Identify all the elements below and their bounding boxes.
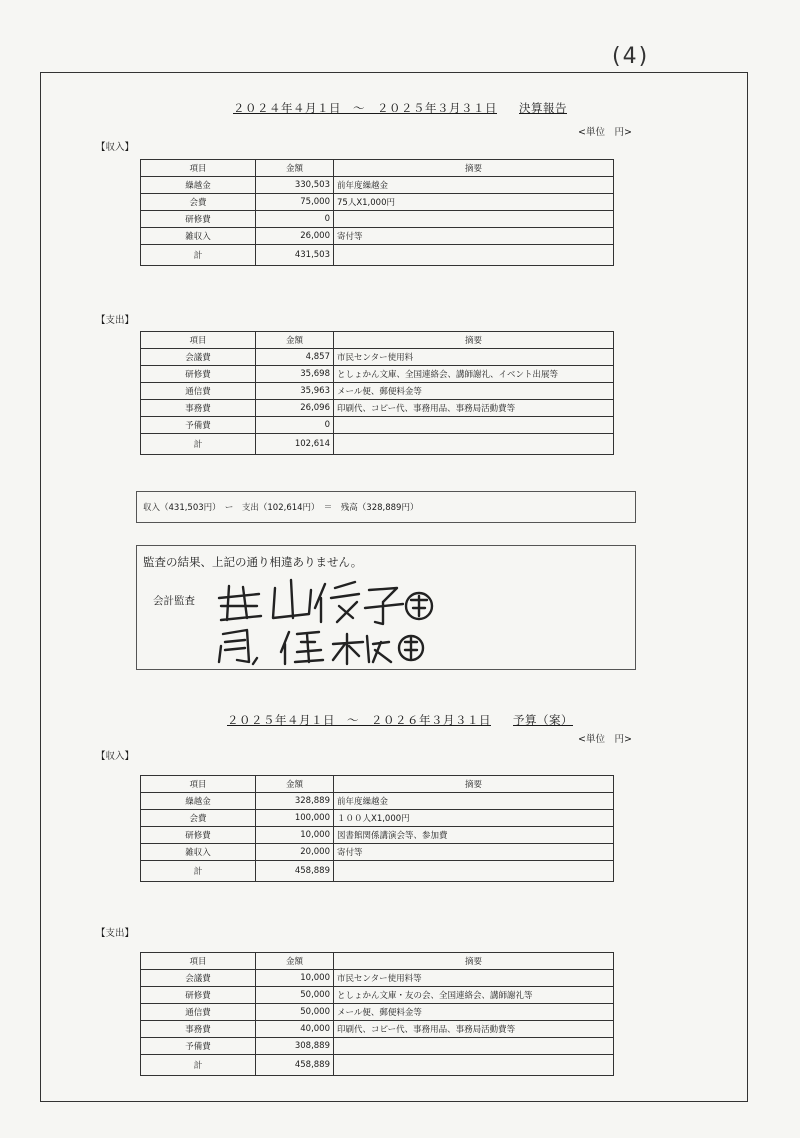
row-amount: 75,000 bbox=[256, 194, 334, 211]
row-item: 繰越金 bbox=[141, 177, 256, 194]
row-note: 75人X1,000円 bbox=[334, 194, 614, 211]
row-item: 計 bbox=[141, 861, 256, 882]
row-item: 研修費 bbox=[141, 366, 256, 383]
row-amount: 431,503 bbox=[256, 245, 334, 266]
row-item: 通信費 bbox=[141, 1004, 256, 1021]
page-frame bbox=[40, 72, 748, 1102]
header-item: 項目 bbox=[141, 953, 256, 970]
row-item: 繰越金 bbox=[141, 793, 256, 810]
row-note: 寄付等 bbox=[334, 844, 614, 861]
row-amount: 0 bbox=[256, 211, 334, 228]
row-amount: 328,889 bbox=[256, 793, 334, 810]
header-amount: 金額 bbox=[256, 953, 334, 970]
row-note: 寄付等 bbox=[334, 228, 614, 245]
row-amount: 308,889 bbox=[256, 1038, 334, 1055]
row-amount: 4,857 bbox=[256, 349, 334, 366]
report-income-label: 【収入】 bbox=[96, 142, 135, 153]
row-item: 雑収入 bbox=[141, 844, 256, 861]
row-item: 研修費 bbox=[141, 827, 256, 844]
row-item: 研修費 bbox=[141, 211, 256, 228]
header-amount: 金額 bbox=[256, 160, 334, 177]
header-amount: 金額 bbox=[256, 332, 334, 349]
row-amount: 458,889 bbox=[256, 861, 334, 882]
row-item: 計 bbox=[141, 1055, 256, 1076]
row-amount: 20,000 bbox=[256, 844, 334, 861]
row-item: 事務費 bbox=[141, 1021, 256, 1038]
header-item: 項目 bbox=[141, 776, 256, 793]
row-amount: 40,000 bbox=[256, 1021, 334, 1038]
row-item: 計 bbox=[141, 434, 256, 455]
header-item: 項目 bbox=[141, 332, 256, 349]
row-amount: 35,963 bbox=[256, 383, 334, 400]
row-note: 印刷代、コピー代、事務用品、事務局活動費等 bbox=[334, 400, 614, 417]
row-amount: 100,000 bbox=[256, 810, 334, 827]
row-note: 印刷代、コピー代、事務用品、事務局活動費等 bbox=[334, 1021, 614, 1038]
report-expense-label: 【支出】 bbox=[96, 315, 135, 326]
row-item: 会議費 bbox=[141, 349, 256, 366]
audit-role-label: 会計監査 bbox=[153, 595, 195, 607]
budget-title-period: ２０２５年４月１日 ～ ２０２６年３月３１日 bbox=[227, 713, 491, 727]
row-item: 雑収入 bbox=[141, 228, 256, 245]
header-note: 摘要 bbox=[334, 953, 614, 970]
report-unit: <単位 円> bbox=[578, 127, 632, 138]
row-amount: 26,096 bbox=[256, 400, 334, 417]
header-note: 摘要 bbox=[334, 776, 614, 793]
row-amount: 35,698 bbox=[256, 366, 334, 383]
row-amount: 50,000 bbox=[256, 1004, 334, 1021]
report-title-period: ２０２４年４月１日 ～ ２０２５年３月３１日 bbox=[233, 101, 497, 115]
row-amount: 0 bbox=[256, 417, 334, 434]
row-amount: 26,000 bbox=[256, 228, 334, 245]
row-note: 市民センター使用料等 bbox=[334, 970, 614, 987]
row-note: １００人X1,000円 bbox=[334, 810, 614, 827]
row-note: 前年度繰越金 bbox=[334, 793, 614, 810]
row-note: としょかん文庫・友の会、全国連絡会、講師謝礼等 bbox=[334, 987, 614, 1004]
row-note: メール便、郵便料金等 bbox=[334, 1004, 614, 1021]
row-amount: 50,000 bbox=[256, 987, 334, 1004]
report-title-tag: 決算報告 bbox=[519, 101, 567, 115]
header-item: 項目 bbox=[141, 160, 256, 177]
row-amount: 10,000 bbox=[256, 970, 334, 987]
row-item: 会費 bbox=[141, 810, 256, 827]
row-amount: 330,503 bbox=[256, 177, 334, 194]
row-item: 会議費 bbox=[141, 970, 256, 987]
row-item: 計 bbox=[141, 245, 256, 266]
budget-expense-label: 【支出】 bbox=[96, 928, 135, 939]
budget-income-label: 【収入】 bbox=[96, 751, 135, 762]
row-note: 前年度繰越金 bbox=[334, 177, 614, 194]
row-note: 市民センター使用料 bbox=[334, 349, 614, 366]
row-amount: 10,000 bbox=[256, 827, 334, 844]
page-number: (4) bbox=[612, 44, 650, 69]
row-item: 通信費 bbox=[141, 383, 256, 400]
row-note: としょかん文庫、全国連絡会、講師謝礼、イベント出展等 bbox=[334, 366, 614, 383]
budget-unit: <単位 円> bbox=[578, 734, 632, 745]
row-note: 図書館関係講演会等、参加費 bbox=[334, 827, 614, 844]
balance-summary: 収入（431,503円） ー 支出（102,614円） ＝ 残高（328,889円） bbox=[136, 491, 636, 523]
header-amount: 金額 bbox=[256, 776, 334, 793]
header-note: 摘要 bbox=[334, 160, 614, 177]
header-note: 摘要 bbox=[334, 332, 614, 349]
row-item: 予備費 bbox=[141, 1038, 256, 1055]
budget-title-tag: 予算（案） bbox=[513, 713, 573, 727]
row-item: 予備費 bbox=[141, 417, 256, 434]
row-item: 研修費 bbox=[141, 987, 256, 1004]
row-item: 会費 bbox=[141, 194, 256, 211]
row-note: メール便、郵便料金等 bbox=[334, 383, 614, 400]
row-item: 事務費 bbox=[141, 400, 256, 417]
row-amount: 458,889 bbox=[256, 1055, 334, 1076]
audit-statement: 監査の結果、上記の通り相違ありません。 bbox=[143, 555, 363, 569]
row-amount: 102,614 bbox=[256, 434, 334, 455]
